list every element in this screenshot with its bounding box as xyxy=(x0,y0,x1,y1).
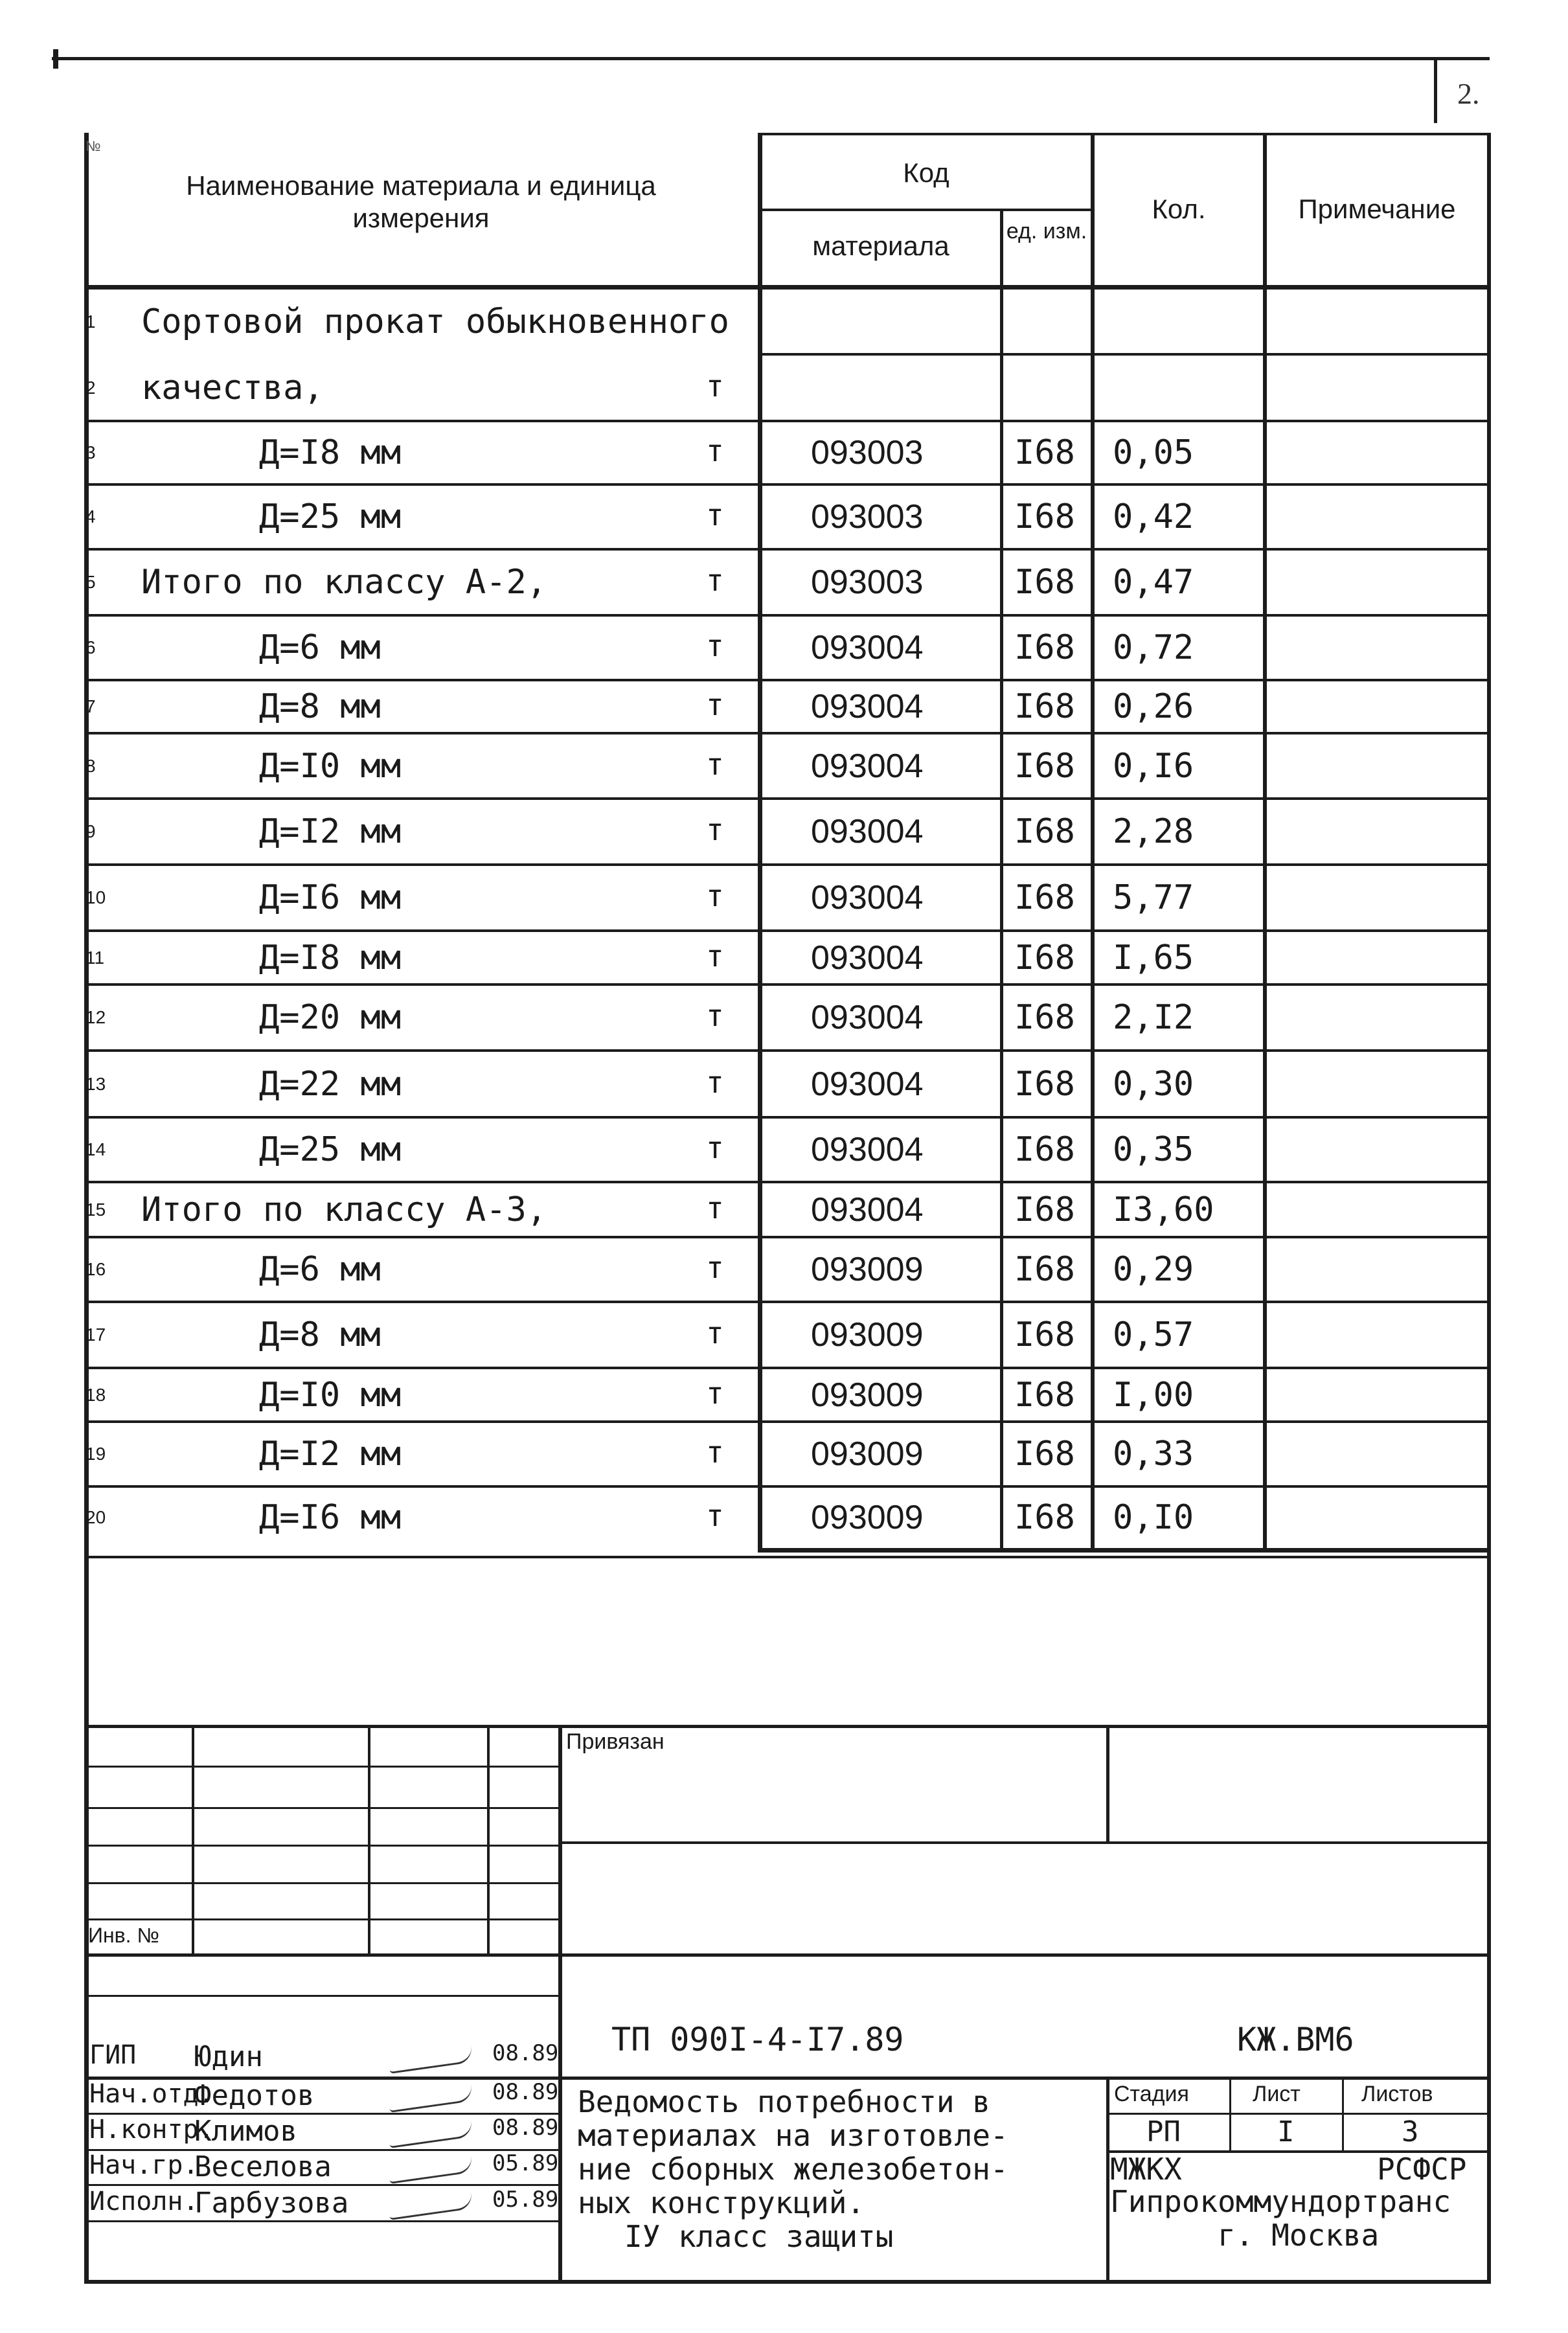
row-code: 093009 xyxy=(811,1376,924,1414)
header-code-material: материала xyxy=(812,231,949,261)
row-divider xyxy=(84,1181,1491,1183)
table-bottom-line xyxy=(758,1548,1491,1553)
row-unit-code: I68 xyxy=(1014,1497,1075,1537)
title-line: ных конструкций. xyxy=(578,2185,865,2220)
row-name: Д=I0 мм xyxy=(259,746,402,786)
row-name: Д=I2 мм xyxy=(259,812,402,851)
signer-name: Юдин xyxy=(194,2040,263,2073)
row-name: Д=20 мм xyxy=(259,998,402,1037)
row-qty: 0,29 xyxy=(1113,1250,1194,1289)
row-qty: 0,57 xyxy=(1113,1315,1194,1354)
title-line: ние сборных железобетон- xyxy=(578,2152,1008,2187)
row-qty: 0,I6 xyxy=(1113,746,1194,786)
signer-role: ГИП xyxy=(89,2040,137,2070)
row-number: 13 xyxy=(85,1073,106,1094)
signer-date: 08.89 xyxy=(492,2079,559,2105)
stamp-grid-h4 xyxy=(84,1882,560,1884)
sheet-number: 2. xyxy=(1457,77,1480,110)
signer-name: Климов xyxy=(194,2115,297,2148)
row-divider xyxy=(84,679,1491,681)
row-unit: т xyxy=(706,998,724,1033)
header-code-group: Код xyxy=(903,157,949,188)
row-unit-code: I68 xyxy=(1014,1250,1075,1289)
stamp-bottom-line xyxy=(84,2280,1491,2284)
table-col-divider-note xyxy=(1263,133,1267,1551)
row-code: 093004 xyxy=(811,1131,924,1168)
sheet-label: Лист xyxy=(1253,2082,1301,2106)
row-number: 18 xyxy=(85,1384,106,1405)
row-code: 093004 xyxy=(811,1190,924,1229)
row-name: Д=25 мм xyxy=(259,497,402,536)
row-name: Д=I0 мм xyxy=(259,1375,402,1415)
signature-mark xyxy=(388,2121,473,2148)
row-name: качества, xyxy=(141,368,324,407)
row-unit: т xyxy=(706,812,724,847)
row-divider xyxy=(84,1116,1491,1119)
row-number: 5 xyxy=(85,572,96,592)
row-qty: 0,42 xyxy=(1113,497,1194,536)
doc-mark: КЖ.ВМ6 xyxy=(1237,2021,1354,2058)
row-number: 1 xyxy=(85,312,96,332)
row-name: Д=I8 мм xyxy=(259,433,402,472)
row-code: 093009 xyxy=(811,1498,924,1536)
row-code: 093004 xyxy=(811,999,924,1036)
row-unit: т xyxy=(706,563,724,598)
row-unit: т xyxy=(706,1497,724,1533)
row-code: 093009 xyxy=(811,1316,924,1354)
row-code: 093004 xyxy=(811,747,924,785)
stamp-grid-h7 xyxy=(84,1995,560,1997)
row-name: Д=I8 мм xyxy=(259,938,402,977)
row-qty: I,65 xyxy=(1113,938,1194,977)
row-qty: I3,60 xyxy=(1113,1190,1214,1229)
row-name: Д=8 мм xyxy=(259,1315,381,1354)
stage-box-left xyxy=(1106,2077,1109,2280)
signer-name: Гарбузова xyxy=(194,2187,349,2220)
header-name-column: Наименование материала и единица измерения xyxy=(186,170,656,233)
org-city: г. Москва xyxy=(1218,2218,1380,2253)
row-code: 093003 xyxy=(811,434,924,472)
stamp-grid-h6 xyxy=(84,1953,1491,1957)
row-unit-code: I68 xyxy=(1014,878,1075,917)
row-number: 9 xyxy=(85,821,96,841)
row-unit-code: I68 xyxy=(1014,1190,1075,1229)
row-code: 093003 xyxy=(811,498,924,536)
header-code-split-line xyxy=(758,209,1093,211)
row-number: 14 xyxy=(85,1139,106,1159)
signer-role: Нач.гр. xyxy=(89,2150,199,2180)
signer-date: 05.89 xyxy=(492,2150,559,2176)
row-divider xyxy=(84,1420,1491,1423)
row-divider xyxy=(84,1236,1491,1238)
row-number: 15 xyxy=(85,1199,106,1220)
inv-no-label: Инв. № xyxy=(88,1924,159,1947)
signature-mark xyxy=(388,2046,473,2074)
signer-line-3 xyxy=(84,2184,560,2186)
header-note: Примечание xyxy=(1298,194,1456,224)
row-divider xyxy=(84,1485,1491,1488)
row-unit-code: I68 xyxy=(1014,1315,1075,1354)
row-qty: 0,35 xyxy=(1113,1130,1194,1169)
row-unit: т xyxy=(706,1250,724,1285)
row-divider xyxy=(84,548,1491,551)
row-unit: т xyxy=(706,1435,724,1470)
row-code: 093009 xyxy=(811,1251,924,1288)
row-unit-code: I68 xyxy=(1014,1435,1075,1474)
row-number: 2 xyxy=(85,377,96,398)
row-name: Итого по классу А-3, xyxy=(141,1190,547,1229)
row-number: 17 xyxy=(85,1325,106,1345)
row-unit-code: I68 xyxy=(1014,1375,1075,1415)
row-unit-code: I68 xyxy=(1014,1130,1075,1169)
row-unit-code: I68 xyxy=(1014,1064,1075,1104)
row-unit-code: I68 xyxy=(1014,628,1075,667)
row-qty: 0,05 xyxy=(1113,433,1194,472)
row-number: 12 xyxy=(85,1007,106,1027)
stamp-grid-h3 xyxy=(84,1845,560,1847)
row-qty: 5,77 xyxy=(1113,878,1194,917)
row-unit: т xyxy=(706,1190,724,1225)
org-ministry: МЖКХ xyxy=(1110,2152,1182,2187)
row-name: Д=I6 мм xyxy=(259,878,402,917)
signer-date: 08.89 xyxy=(492,2040,559,2066)
row-number: 19 xyxy=(85,1444,106,1464)
row-name: Д=6 мм xyxy=(259,628,381,667)
row-code: 093004 xyxy=(811,1065,924,1103)
row-code: 093004 xyxy=(811,688,924,725)
title-line: Ведомость потребности в xyxy=(578,2084,990,2119)
row-divider xyxy=(84,614,1491,617)
row-code: 093004 xyxy=(811,629,924,666)
row-unit: т xyxy=(706,1375,724,1411)
row-code: 093003 xyxy=(811,563,924,601)
row-qty: 0,I0 xyxy=(1113,1497,1194,1537)
row-unit-code: I68 xyxy=(1014,812,1075,851)
doc-code: ТП 090I-4-I7.89 xyxy=(611,2021,904,2058)
row-divider xyxy=(84,1301,1491,1303)
sheets-label: Листов xyxy=(1361,2082,1433,2106)
row-name: Д=22 мм xyxy=(259,1064,402,1104)
table-col-divider-code xyxy=(758,133,762,1551)
row-qty: 0,47 xyxy=(1113,563,1194,602)
row-unit: т xyxy=(706,687,724,722)
row-divider xyxy=(758,353,1491,356)
row-unit-code: I68 xyxy=(1014,433,1075,472)
header-bottom-line xyxy=(84,285,1491,290)
stage-label: Стадия xyxy=(1114,2082,1189,2106)
row-number: 6 xyxy=(85,637,96,657)
signature-mark xyxy=(388,2192,473,2220)
signer-name: Федотов xyxy=(194,2079,315,2112)
row-unit-code: I68 xyxy=(1014,938,1075,977)
signature-mark xyxy=(388,2156,473,2184)
row-name: Итого по классу А-2, xyxy=(141,563,547,602)
title-line: IУ класс защиты xyxy=(624,2219,894,2254)
header-qty: Кол. xyxy=(1152,194,1206,224)
header-code-unit: ед. изм. xyxy=(1006,219,1087,244)
row-number: 4 xyxy=(85,506,96,527)
row-code: 093009 xyxy=(811,1435,924,1473)
row-divider xyxy=(84,420,1491,422)
stage-value: РП xyxy=(1146,2115,1181,2148)
row-code: 093004 xyxy=(811,813,924,850)
row-unit: т xyxy=(706,368,724,404)
row-unit: т xyxy=(706,938,724,973)
signer-date: 05.89 xyxy=(492,2187,559,2213)
row-name: Сортовой прокат обыкновенного xyxy=(141,302,729,341)
row-number: 11 xyxy=(85,947,105,968)
row-name: Д=I2 мм xyxy=(259,1435,402,1474)
row-unit-code: I68 xyxy=(1014,746,1075,786)
row-unit: т xyxy=(706,628,724,663)
row-unit: т xyxy=(706,1064,724,1100)
row-unit: т xyxy=(706,746,724,782)
signer-role: Исполн. xyxy=(89,2187,199,2216)
row-qty: 0,30 xyxy=(1113,1064,1194,1104)
org-republic: РСФСР xyxy=(1377,2152,1467,2187)
signer-role: Нач.отд. xyxy=(89,2079,214,2109)
row-number: 20 xyxy=(85,1507,106,1527)
row-name: Д=8 мм xyxy=(259,687,381,726)
row-qty: 2,I2 xyxy=(1113,998,1194,1037)
row-divider xyxy=(84,1367,1491,1369)
row-unit: т xyxy=(706,1130,724,1165)
row-unit: т xyxy=(706,878,724,913)
top-border-line xyxy=(52,57,1490,60)
row-qty: 2,28 xyxy=(1113,812,1194,851)
row-unit-code: I68 xyxy=(1014,497,1075,536)
row-unit-code: I68 xyxy=(1014,563,1075,602)
row-number: 7 xyxy=(85,696,96,716)
row-unit-code: I68 xyxy=(1014,687,1075,726)
privyazan-divider xyxy=(1106,1725,1109,1841)
row-divider xyxy=(84,797,1491,800)
title-line: материалах на изготовле- xyxy=(578,2118,1008,2153)
row-number: 16 xyxy=(85,1259,106,1279)
row-unit-code: I68 xyxy=(1014,998,1075,1037)
stamp-grid-h1 xyxy=(84,1766,560,1768)
stamp-grid-h5 xyxy=(84,1918,560,1920)
table-right-border xyxy=(1487,133,1491,2283)
row-name: Д=6 мм xyxy=(259,1250,381,1289)
row-divider xyxy=(84,732,1491,734)
table-col-divider-qty xyxy=(1091,133,1095,1551)
signer-date: 08.89 xyxy=(492,2115,559,2141)
corner-mark xyxy=(53,49,58,69)
row-unit: т xyxy=(706,433,724,468)
sheet-value: I xyxy=(1277,2115,1295,2148)
signer-role: Н.контр. xyxy=(89,2115,214,2145)
row-name: Д=25 мм xyxy=(259,1130,402,1169)
row-divider xyxy=(84,863,1491,866)
signer-name: Веселова xyxy=(194,2150,332,2183)
stamp-grid-h2 xyxy=(84,1807,560,1809)
row-name: Д=I6 мм xyxy=(259,1497,402,1537)
signature-mark xyxy=(388,2085,473,2113)
table-col-divider-unit xyxy=(1000,209,1003,1551)
sheet-number-divider xyxy=(1434,60,1437,123)
row-divider xyxy=(84,1049,1491,1052)
row-code: 093004 xyxy=(811,879,924,916)
privyazan-bottom-line xyxy=(560,1841,1491,1844)
row-divider xyxy=(84,483,1491,486)
privyazan-label: Привязан xyxy=(566,1729,665,1754)
signer-line-4 xyxy=(84,2220,560,2222)
row-qty: I,00 xyxy=(1113,1375,1194,1415)
row-qty: 0,26 xyxy=(1113,687,1194,726)
row-number: 8 xyxy=(85,755,96,776)
org-institute: Гипрокоммундортранс xyxy=(1110,2184,1451,2219)
row-number: 3 xyxy=(85,442,96,462)
row-unit: т xyxy=(706,497,724,532)
stamp-top-line xyxy=(84,1725,1491,1728)
header-top-line xyxy=(758,133,1491,135)
sheets-value: 3 xyxy=(1402,2115,1419,2148)
row-divider xyxy=(84,983,1491,986)
row-number-strip-label: № xyxy=(85,138,101,154)
row-divider xyxy=(84,929,1491,932)
stage-label-line xyxy=(1106,2113,1491,2115)
row-number: 10 xyxy=(85,887,106,907)
row-qty: 0,72 xyxy=(1113,628,1194,667)
table-bottom-outer-line xyxy=(84,1556,1491,1558)
row-qty: 0,33 xyxy=(1113,1435,1194,1474)
row-code: 093004 xyxy=(811,939,924,977)
row-unit: т xyxy=(706,1315,724,1350)
